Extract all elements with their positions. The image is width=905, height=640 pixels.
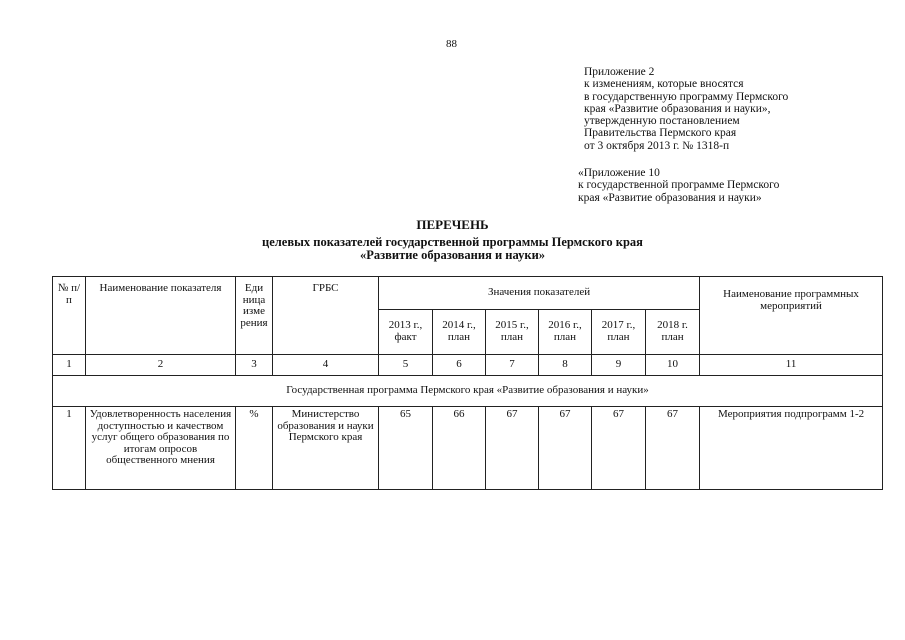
column-number: 1 <box>53 355 86 376</box>
section-title: Государственная программа Пермского края «Развитие образования и науки» <box>53 376 883 407</box>
program-measures: Мероприятия подпрограмм 1-2 <box>700 407 883 490</box>
indicator-unit: % <box>236 407 273 490</box>
column-number: 6 <box>433 355 486 376</box>
value-2014: 66 <box>433 407 486 490</box>
table-row <box>53 407 883 490</box>
indicator-grbs: Министерство образования и науки Пермского края <box>273 407 379 490</box>
column-number-row <box>53 355 883 376</box>
header-year-2016: 2016 г., план <box>539 310 592 355</box>
section-row <box>53 376 883 407</box>
header-measures: Наименование программных мероприятий <box>700 277 883 355</box>
document-subtitle: целевых показателей государственной программы Пермского края «Развитие образования и науки» <box>262 235 643 262</box>
column-number: 7 <box>486 355 539 376</box>
column-number: 10 <box>646 355 700 376</box>
value-2017: 67 <box>592 407 646 490</box>
column-number: 9 <box>592 355 646 376</box>
appendix-10-block: «Приложение 10 к государственной программе Пермского края «Развитие образования и науки» <box>578 167 780 204</box>
column-number: 8 <box>539 355 592 376</box>
row-num: 1 <box>53 407 86 490</box>
column-number: 3 <box>236 355 273 376</box>
header-year-2013: 2013 г., факт <box>379 310 433 355</box>
header-grbs: ГРБС <box>273 277 379 355</box>
header-year-2015: 2015 г., план <box>486 310 539 355</box>
appendix-2-block: Приложение 2 к изменениям, которые вносятся в государственную программу Пермского края «Развитие образования и науки», утвержденную постановлением Правительства Пермского края от 3 октября 2013 г. № 1318-п <box>584 66 789 152</box>
column-number: 11 <box>700 355 883 376</box>
header-values-group: Значения показателей <box>379 277 700 310</box>
header-num: № п/п <box>53 277 86 355</box>
value-2015: 67 <box>486 407 539 490</box>
value-2013: 65 <box>379 407 433 490</box>
header-year-2018: 2018 г. план <box>646 310 700 355</box>
header-year-2017: 2017 г., план <box>592 310 646 355</box>
page-number: 88 <box>446 38 457 50</box>
indicator-name: Удовлетворенность населения доступностью и качеством услуг общего образования по итогам опросов общественного мнения <box>86 407 236 490</box>
column-number: 4 <box>273 355 379 376</box>
value-2018: 67 <box>646 407 700 490</box>
column-number: 2 <box>86 355 236 376</box>
value-2016: 67 <box>539 407 592 490</box>
header-year-2014: 2014 г., план <box>433 310 486 355</box>
header-unit: Еди ница изме рения <box>236 277 273 355</box>
column-number: 5 <box>379 355 433 376</box>
header-row-1 <box>53 277 883 310</box>
indicators-table <box>52 276 883 490</box>
header-name: Наименование показателя <box>86 277 236 355</box>
document-title: ПЕРЕЧЕНЬ <box>416 217 489 232</box>
